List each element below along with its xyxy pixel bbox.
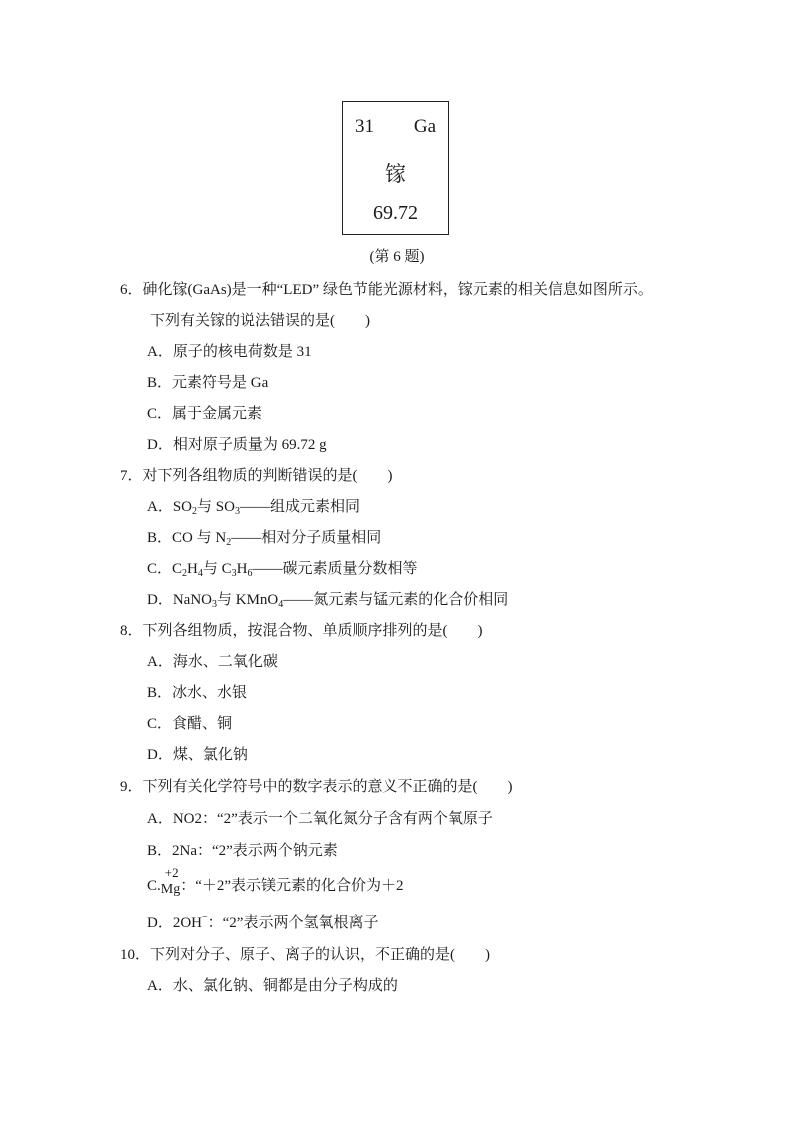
element-symbol: Ga xyxy=(413,116,436,137)
q6-option-b: B．元素符号是 Ga xyxy=(147,375,269,391)
atomic-number: 31 xyxy=(355,116,374,137)
q9-option-b: B．2Na：“2”表示两个钠元素 xyxy=(147,843,338,859)
q6-stem-line2: 下列有关镓的说法错误的是( ) xyxy=(150,313,370,329)
q8-option-c: C．食醋、铜 xyxy=(147,716,233,732)
q7-option-b: B．CO 与 $N_2——$相对分子质量相同 xyxy=(147,530,382,548)
q10-stem: 10．下列对分子、原子、离子的认识，不正确的是( ) xyxy=(120,947,490,963)
q6-option-c: C．属于金属元素 xyxy=(147,406,263,422)
q6-option-a: A．原子的核电荷数是 31 xyxy=(147,344,312,360)
atomic-mass: 69.72 xyxy=(373,202,418,224)
q10-option-a: A．水、氯化钠、铜都是由分子构成的 xyxy=(147,978,398,994)
q6-option-d: D．相对原子质量为 69.72 g xyxy=(147,437,327,453)
q9-stem: 9．下列有关化学符号中的数字表示的意义不正确的是( ) xyxy=(120,779,513,795)
q7-option-a: A．$SO_2$与 $SO_3——$组成元素相同 xyxy=(147,499,360,517)
figure-caption: (第 6 题) xyxy=(369,249,425,265)
element-tile xyxy=(342,101,449,235)
q8-option-a: A．海水、二氧化碳 xyxy=(147,654,278,670)
q7-option-c: C．$C_2H_4$与 $C_3H_6——$碳元素质量分数相等 xyxy=(147,561,418,579)
q7-option-d: D．NaNO$_3$与 KMnO$_4$——氮元素与锰元素的化合价相同 xyxy=(147,592,509,610)
element-name: 镓 xyxy=(385,162,406,186)
valence-charge: +2 xyxy=(164,865,179,880)
q8-stem: 8．下列各组物质，按混合物、单质顺序排列的是( ) xyxy=(120,623,483,639)
q9-option-c: C. +2 Mg：“＋2”表示镁元素的化合价为＋2 xyxy=(147,865,404,897)
q9-option-d: D．2OH−：“2”表示两个氢氧根离子 xyxy=(147,912,379,931)
q8-option-b: B．冰水、水银 xyxy=(147,685,248,701)
q8-option-d: D．煤、氯化钠 xyxy=(147,747,248,763)
q7-stem: 7．对下列各组物质的判断错误的是( ) xyxy=(120,468,393,484)
q9-option-a: A．NO2：“2”表示一个二氧化氮分子含有两个氧原子 xyxy=(147,811,493,827)
q6-stem-line1: 6．砷化镓(GaAs)是一种“LED” 绿色节能光源材料，镓元素的相关信息如图所示。 xyxy=(120,282,653,298)
